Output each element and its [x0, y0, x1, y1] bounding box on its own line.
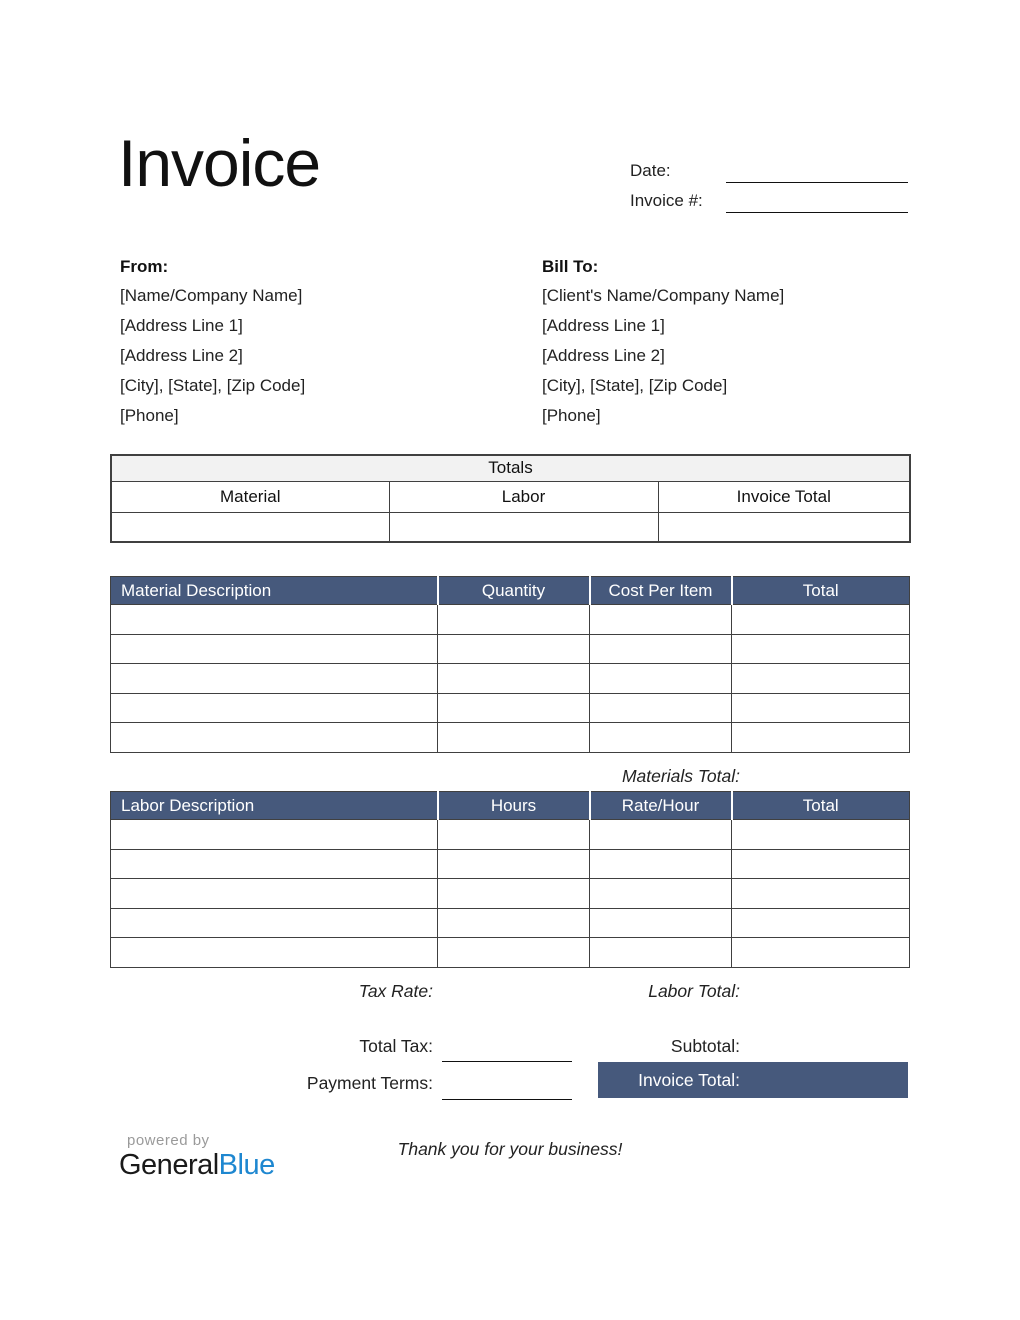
labor-header-row [111, 792, 910, 820]
from-line: [Address Line 1] [120, 316, 243, 335]
table-cell[interactable] [111, 938, 438, 968]
materials-header-row [111, 577, 910, 605]
totals-col-invoice-total: Invoice Total [658, 481, 910, 512]
subtotal-label: Subtotal: [670, 1036, 740, 1056]
table-cell[interactable] [438, 849, 590, 879]
from-label: From: [120, 257, 169, 276]
logo-general-text: General [119, 1149, 219, 1181]
invoice-number-field[interactable] [726, 212, 908, 213]
table-cell[interactable] [732, 723, 910, 753]
logo-blue-text: Blue [218, 1149, 275, 1181]
bill-to-line: [Phone] [542, 406, 601, 425]
invoice-number-label: Invoice #: [630, 191, 703, 210]
table-row [111, 938, 910, 968]
table-row [111, 820, 910, 850]
powered-by-text: powered by [127, 1132, 210, 1149]
from-line: [Name/Company Name] [120, 286, 303, 305]
table-cell[interactable] [590, 605, 732, 635]
table-cell[interactable] [590, 849, 732, 879]
bill-to-line: [City], [State], [Zip Code] [542, 376, 728, 395]
tax-rate-label: Tax Rate: [358, 981, 433, 1001]
totals-value-row [111, 512, 910, 542]
invoice-total-bar [598, 1062, 908, 1098]
table-cell[interactable] [732, 908, 910, 938]
labor-col-rate-per-hour: Rate/Hour [590, 792, 732, 820]
table-cell[interactable] [438, 664, 590, 694]
from-line: [Phone] [120, 406, 179, 425]
table-row [111, 605, 910, 635]
payment-terms-field[interactable] [442, 1099, 572, 1100]
table-cell[interactable] [590, 693, 732, 723]
table-cell[interactable] [732, 938, 910, 968]
table-cell[interactable] [438, 605, 590, 635]
totals-title-row [111, 455, 910, 481]
table-cell[interactable] [438, 820, 590, 850]
table-cell[interactable] [438, 634, 590, 664]
table-cell[interactable] [590, 938, 732, 968]
date-label: Date: [630, 161, 671, 180]
materials-col-total: Total [732, 577, 910, 605]
thank-you-message: Thank you for your business! [397, 1139, 623, 1159]
labor-col-total: Total [732, 792, 910, 820]
table-cell[interactable] [111, 605, 438, 635]
bill-to-line: [Address Line 2] [542, 346, 665, 365]
table-cell[interactable] [438, 908, 590, 938]
general-blue-logo [119, 1149, 275, 1182]
table-row [111, 664, 910, 694]
materials-total-label: Materials Total: [621, 766, 740, 786]
payment-terms-label: Payment Terms: [306, 1073, 433, 1093]
table-cell[interactable] [438, 938, 590, 968]
from-address-block [120, 281, 305, 431]
date-field[interactable] [726, 182, 908, 183]
labor-total-label: Labor Total: [648, 981, 740, 1001]
table-cell[interactable] [732, 605, 910, 635]
table-cell[interactable] [438, 879, 590, 909]
table-row [111, 879, 910, 909]
table-cell[interactable] [111, 879, 438, 909]
materials-table [110, 576, 910, 753]
table-cell[interactable] [111, 820, 438, 850]
totals-col-labor: Labor [389, 481, 658, 512]
page-title: Invoice [118, 126, 321, 200]
table-row [111, 634, 910, 664]
totals-header-row [111, 481, 910, 512]
from-line: [City], [State], [Zip Code] [120, 376, 306, 395]
table-cell[interactable] [732, 664, 910, 694]
table-cell[interactable] [590, 908, 732, 938]
bill-to-address-block [542, 281, 784, 431]
totals-invoice-total-value[interactable] [658, 512, 910, 542]
table-cell[interactable] [732, 849, 910, 879]
invoice-total-label: Invoice Total: [638, 1069, 740, 1090]
table-cell[interactable] [590, 820, 732, 850]
table-cell[interactable] [111, 908, 438, 938]
totals-col-material: Material [111, 481, 389, 512]
totals-table [110, 454, 911, 543]
table-cell[interactable] [438, 693, 590, 723]
table-row [111, 723, 910, 753]
table-row [111, 849, 910, 879]
materials-col-description: Material Description [111, 577, 438, 605]
table-cell[interactable] [111, 634, 438, 664]
table-cell[interactable] [590, 723, 732, 753]
table-cell[interactable] [438, 723, 590, 753]
materials-col-cost-per-item: Cost Per Item [590, 577, 732, 605]
table-cell[interactable] [111, 664, 438, 694]
from-line: [Address Line 2] [120, 346, 243, 365]
table-cell[interactable] [111, 693, 438, 723]
table-cell[interactable] [732, 879, 910, 909]
table-row [111, 908, 910, 938]
table-cell[interactable] [111, 849, 438, 879]
table-cell[interactable] [732, 693, 910, 723]
bill-to-label: Bill To: [542, 257, 599, 276]
materials-col-quantity: Quantity [438, 577, 590, 605]
table-cell[interactable] [111, 723, 438, 753]
bill-to-line: [Address Line 1] [542, 316, 665, 335]
table-cell[interactable] [590, 879, 732, 909]
table-cell[interactable] [732, 634, 910, 664]
labor-col-description: Labor Description [111, 792, 438, 820]
bill-to-line: [Client's Name/Company Name] [542, 286, 785, 305]
totals-title: Totals [111, 455, 910, 481]
table-row [111, 693, 910, 723]
total-tax-field[interactable] [442, 1061, 572, 1062]
table-cell[interactable] [732, 820, 910, 850]
totals-labor-value[interactable] [389, 512, 658, 542]
labor-col-hours: Hours [438, 792, 590, 820]
table-cell[interactable] [590, 634, 732, 664]
total-tax-label: Total Tax: [359, 1036, 433, 1056]
labor-table [110, 791, 910, 968]
totals-material-value[interactable] [111, 512, 389, 542]
table-cell[interactable] [590, 664, 732, 694]
